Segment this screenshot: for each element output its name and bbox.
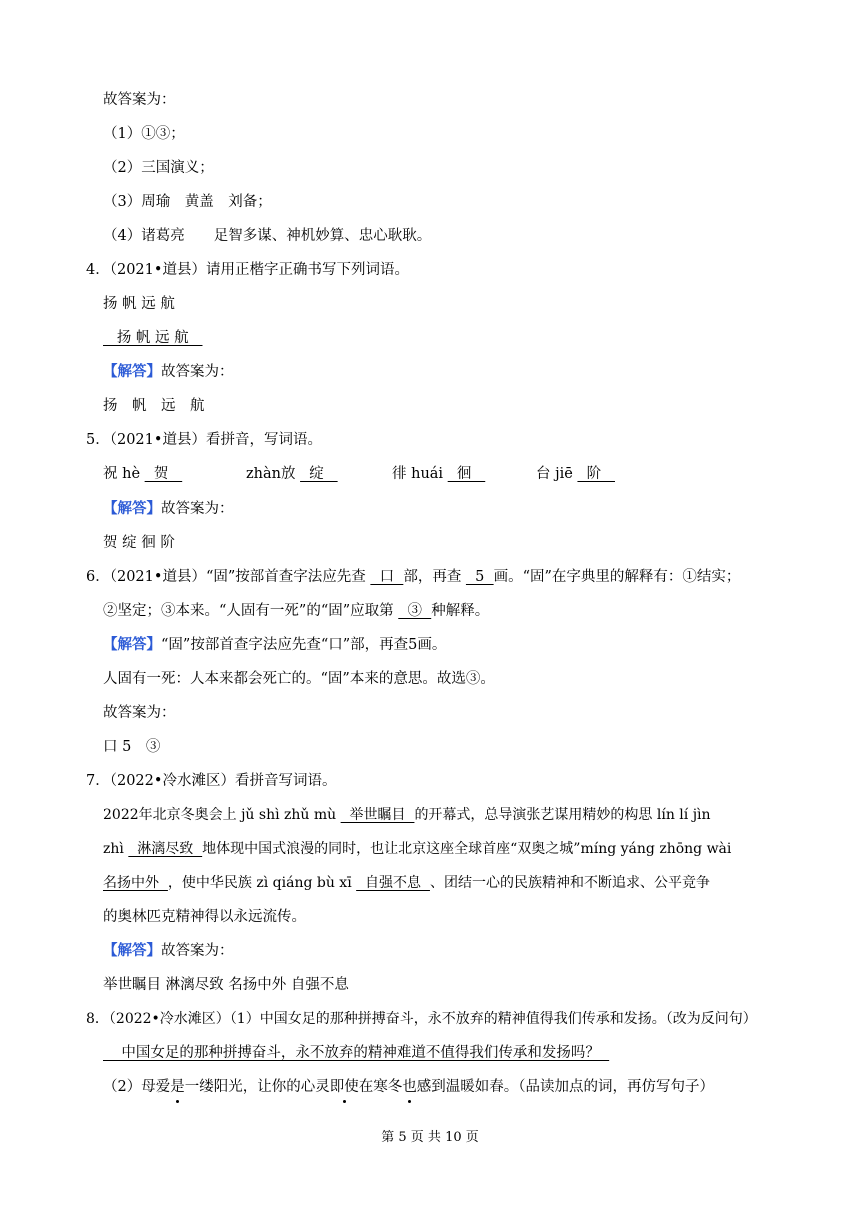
answer-blank: 自强不息 bbox=[356, 875, 430, 891]
question-text: （1）中国女足的那种拼搏奋斗，永不放弃的精神值得我们传承和发扬。（改为反问句） bbox=[229, 1011, 757, 1027]
q5-item-1: 祝 hè 贺 bbox=[103, 466, 183, 482]
q5-solution bbox=[103, 499, 234, 519]
q7-final: 举世瞩目 淋漓尽致 名扬中外 自强不息 bbox=[103, 977, 349, 993]
question-source: （2021•道县） bbox=[109, 432, 206, 448]
question-source: （2022•冷水滩区） bbox=[108, 1011, 230, 1027]
answer-blank: 名扬中外 bbox=[103, 875, 168, 891]
question-number: 6． bbox=[86, 569, 110, 585]
jieda-label: 【解答】 bbox=[103, 500, 161, 517]
prev-answer-1: （1）①③； bbox=[103, 126, 185, 142]
prev-answer-4: （4）诸葛亮 足智多谋、神机妙算、忠心耿耿。 bbox=[103, 228, 432, 244]
page-footer: 第 5 页 共 10 页 bbox=[381, 1130, 479, 1145]
jieda-label: 【解答】 bbox=[103, 363, 161, 380]
q7-line-4: 的奥林匹克精神得以永远流传。 bbox=[103, 909, 306, 925]
answer-blank: 淋漓尽致 bbox=[128, 841, 203, 857]
question-number: 7． bbox=[86, 773, 110, 789]
q5-item-3: 徘 huái 徊 bbox=[392, 466, 486, 482]
answer-lead: 故答案为： bbox=[161, 364, 234, 380]
q7-solution bbox=[103, 941, 234, 961]
emphasis-dot-word: 是 bbox=[170, 1079, 185, 1095]
answer-blank: 中国女足的那种拼搏奋斗，永不放弃的精神难道不值得我们传承和发扬吗？ bbox=[103, 1045, 610, 1061]
question-6: 6．（2021•道县）“固”按部首查字法应先查 口 部，再查 5 画。“固”在字典里的解释有：①结实； bbox=[86, 569, 741, 585]
question-text: 看拼音写词语。 bbox=[234, 773, 337, 789]
answer-blank: 扬 帆 远 航 bbox=[103, 330, 203, 346]
question-source: （2021•道县） bbox=[109, 569, 206, 585]
q5-item-2: zhàn放 绽 bbox=[246, 466, 338, 482]
answer-lead: 故答案为： bbox=[161, 501, 234, 517]
question-number: 5． bbox=[86, 432, 110, 448]
q5-item-4: 台 jiē 阶 bbox=[536, 466, 615, 482]
emphasis-dot-word: 即使 bbox=[329, 1079, 359, 1095]
q6-solution: 【解答】“固”按部首查字法应先查“口”部，再查5画。 bbox=[103, 636, 447, 653]
question-number: 8． bbox=[86, 1011, 109, 1027]
q4-solution bbox=[103, 362, 234, 382]
answer-blank: 绽 bbox=[300, 466, 338, 482]
question-5 bbox=[86, 430, 322, 450]
answer-blank: 阶 bbox=[577, 466, 615, 482]
question-number: 4． bbox=[86, 262, 110, 278]
prev-answer-2: （2）三国演义； bbox=[103, 160, 214, 176]
answer-blank: ③ bbox=[398, 603, 432, 619]
question-source: （2021•道县） bbox=[109, 262, 206, 278]
q7-line-2: zhì 淋漓尽致 地体现中国式浪漫的同时，也让北京这座全球首座“双奥之城”míng yáng zhōng wài bbox=[103, 841, 732, 857]
prev-answer-lead: 故答案为： bbox=[103, 92, 176, 108]
question-text: 看拼音，写词语。 bbox=[205, 432, 322, 448]
q8-part-2: （2）母爱是一缕阳光，让你的心灵即使在寒冬也感到温暖如春。（品读加点的词，再仿写句子） bbox=[103, 1079, 714, 1095]
question-6-line2: ②坚定；③本来。“人固有一死”的“固”应取第 ③ 种解释。 bbox=[103, 603, 490, 619]
page-number: 5 bbox=[398, 1130, 407, 1145]
prev-answer-3: （3）周瑜 黄盖 刘备； bbox=[103, 194, 272, 210]
emphasis-dot-word: 也 bbox=[402, 1079, 417, 1095]
question-4 bbox=[86, 260, 409, 280]
q6-final: 口 5 ③ bbox=[103, 739, 161, 755]
answer-blank: 举世瞩目 bbox=[340, 807, 415, 823]
answer-lead: 故答案为： bbox=[161, 943, 234, 959]
page-total: 10 bbox=[445, 1130, 462, 1145]
jieda-label: 【解答】 bbox=[103, 636, 161, 653]
q8-answer-line bbox=[103, 1043, 609, 1063]
q7-line-1: 2022年北京冬奥会上 jǔ shì zhǔ mù 举世瞩目 的开幕式，总导演张艺谋用精妙的构思 lín lí jìn bbox=[103, 807, 711, 823]
question-7 bbox=[86, 771, 336, 791]
jieda-label: 【解答】 bbox=[103, 942, 161, 959]
question-text: 请用正楷字正确书写下列词语。 bbox=[205, 262, 409, 278]
question-8 bbox=[86, 1009, 757, 1029]
answer-blank: 徊 bbox=[447, 466, 486, 482]
q5-final: 贺 绽 徊 阶 bbox=[103, 535, 175, 551]
q6-solution-2: 人固有一死：人本来都会死亡的。“固”本来的意思。故选③。 bbox=[103, 671, 495, 687]
q4-answer-line bbox=[103, 328, 202, 348]
q7-line-3: 名扬中外 ，使中华民族 zì qiáng bù xī 自强不息 、团结一心的民族精神和不断追求、公平竞争 bbox=[103, 875, 710, 891]
q6-answer-lead: 故答案为： bbox=[103, 705, 176, 721]
q4-word: 扬 帆 远 航 bbox=[103, 296, 175, 312]
answer-blank: 口 bbox=[370, 569, 404, 585]
q4-final: 扬 帆 远 航 bbox=[103, 398, 205, 414]
answer-blank: 贺 bbox=[144, 466, 183, 482]
answer-blank: 5 bbox=[465, 569, 494, 585]
question-source: （2022•冷水滩区） bbox=[109, 773, 235, 789]
